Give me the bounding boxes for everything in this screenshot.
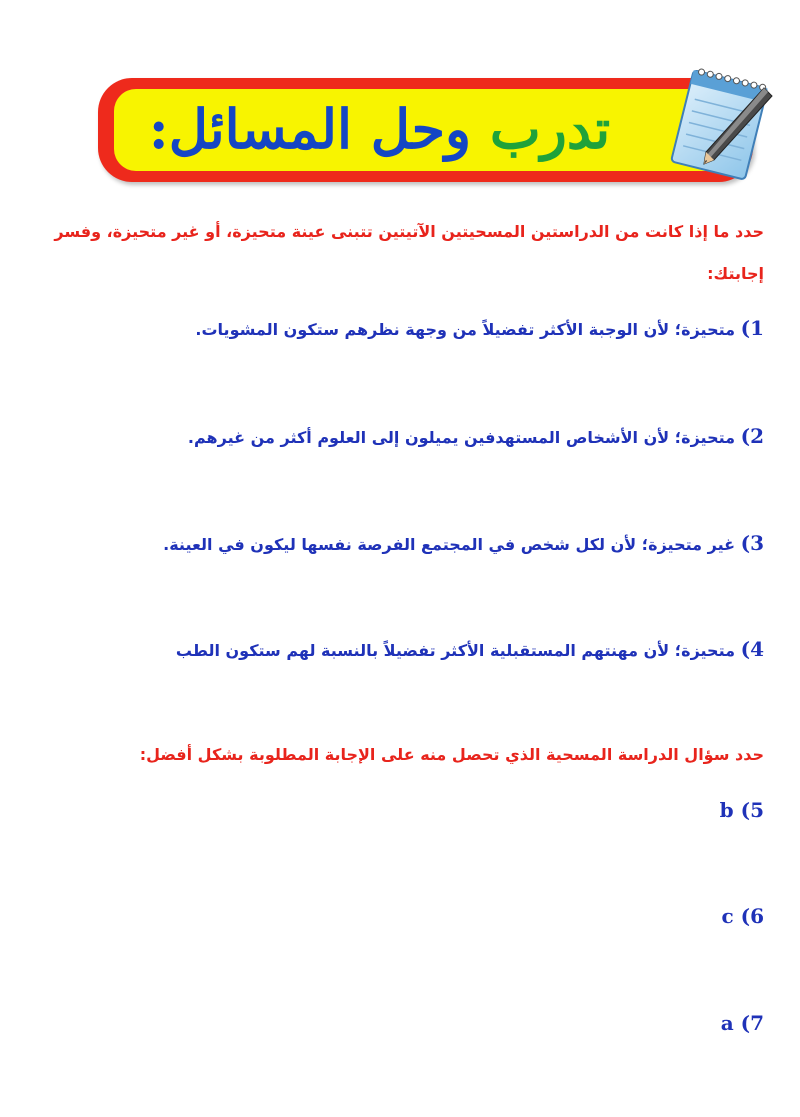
choice-label: c (6 — [721, 904, 764, 928]
answer-item — [36, 637, 764, 661]
question1-prompt-line1: حدد ما إذا كانت من الدراستين المسحيتين الآتيتين تتبنى عينة متحيزة، أو غير متحيزة، وفسر — [54, 222, 764, 241]
answer-number: 4) — [740, 637, 764, 661]
header-banner — [98, 78, 753, 182]
choice-item — [36, 904, 764, 928]
answer-item — [36, 316, 764, 340]
title-word-solve: وحل المسائل: — [148, 97, 490, 161]
question2-prompt: حدد سؤال الدراسة المسحية الذي تحصل منه على الإجابة المطلوبة بشكل أفضل: — [139, 745, 764, 764]
answer-item — [36, 424, 764, 448]
answer-item — [36, 531, 764, 555]
page-title — [114, 89, 645, 171]
title-word-train: تدرب — [489, 97, 611, 161]
choice-label: a (7 — [720, 1011, 764, 1035]
answer-text: متحيزة؛ لأن الوجبة الأكثر تفضيلاً من وجهة نظرهم ستكون المشويات. — [195, 320, 736, 339]
answer-number: 3) — [740, 531, 764, 555]
choice-item — [36, 1011, 764, 1035]
choice-item — [36, 798, 764, 822]
question1-prompt-line2: إجابتك: — [707, 264, 764, 283]
answer-number: 1) — [740, 316, 764, 340]
answer-text: متحيزة؛ لأن مهنتهم المستقبلية الأكثر تفضيلاً بالنسبة لهم ستكون الطب — [175, 641, 736, 660]
choice-label: b (5 — [719, 798, 764, 822]
answer-text: متحيزة؛ لأن الأشخاص المستهدفين يميلون إلى العلوم أكثر من غيرهم. — [187, 428, 736, 447]
header-banner-fill — [114, 89, 737, 171]
answer-number: 2) — [740, 424, 764, 448]
answer-text: غير متحيزة؛ لأن لكل شخص في المجتمع الفرصة نفسها ليكون في العينة. — [163, 535, 736, 554]
notepad-pencil-icon — [660, 60, 780, 185]
